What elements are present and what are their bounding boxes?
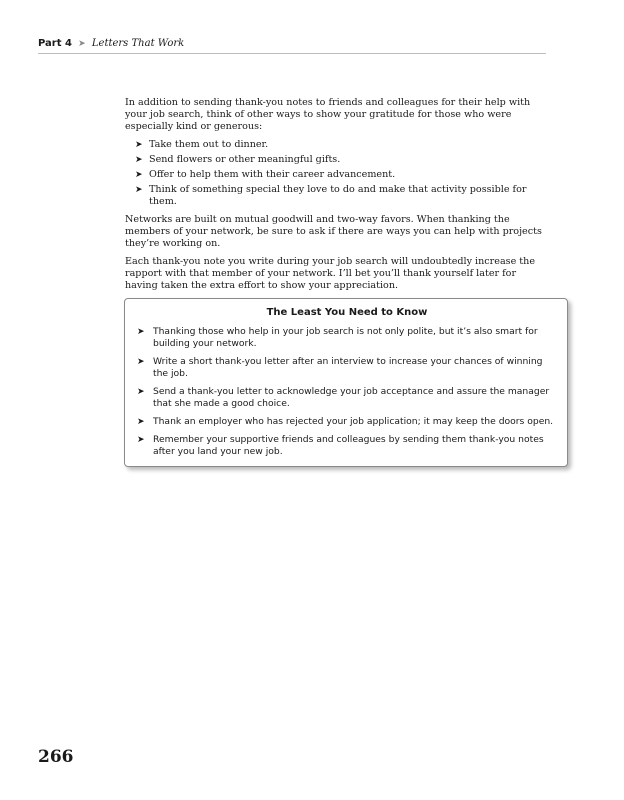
arrow-bullet-icon: ➤: [137, 327, 145, 337]
arrow-bullet-icon: ➤: [137, 357, 145, 367]
list-item: ➤ Remember your supportive friends and colleagues by sending them thank-you notes after you land your new job.: [137, 434, 544, 457]
list-item: ➤ Take them out to dinner.: [135, 139, 269, 150]
closing-paragraph: Each thank-you note you write during your job search will undoubtedly increase the rapport with that member of your network. I’ll bet you’ll thank yourself later for having taken the extra effort to show your appreciation.: [125, 256, 536, 291]
intro-paragraph: In addition to sending thank-you notes to friends and colleagues for their help with your job search, think of other ways to show your gratitude for those who were especially kind or generous:: [125, 97, 531, 132]
list-item: ➤ Think of something special they love to do and make that activity possible for them.: [135, 184, 527, 207]
list-item: ➤ Thanking those who help in your job search is not only polite, but it’s also smart for building your network.: [137, 326, 538, 349]
list-item: ➤ Write a short thank-you letter after an interview to increase your chances of winning the job.: [137, 356, 543, 379]
header-arrow-icon: ➤: [78, 39, 86, 49]
list-item: ➤ Send flowers or other meaningful gifts.: [135, 154, 341, 165]
list-item: ➤ Offer to help them with their career advancement.: [135, 169, 396, 180]
chapter-title: Letters That Work: [91, 38, 185, 49]
list-item: ➤ Thank an employer who has rejected your job application; it may keep the doors open.: [137, 416, 554, 427]
summary-box-title: The Least You Need to Know: [266, 307, 428, 318]
gratitude-list: [125, 139, 547, 208]
arrow-bullet-icon: ➤: [137, 417, 145, 427]
page-number: 266: [38, 747, 74, 767]
main-content: [125, 97, 547, 298]
arrow-bullet-icon: ➤: [135, 170, 143, 180]
summary-box: [124, 298, 568, 467]
networks-paragraph: Networks are built on mutual goodwill and two-way favors. When thanking the members of your network, be sure to ask if there are ways you can help with projects they’re working on.: [125, 214, 542, 249]
arrow-bullet-icon: ➤: [135, 185, 143, 195]
arrow-bullet-icon: ➤: [135, 155, 143, 165]
part-label: Part 4: [38, 38, 72, 49]
list-item: ➤ Send a thank-you letter to acknowledge your job acceptance and assure the manager that she made a good choice.: [137, 386, 550, 409]
running-header: [38, 38, 546, 54]
arrow-bullet-icon: ➤: [137, 387, 145, 397]
arrow-bullet-icon: ➤: [137, 435, 145, 445]
arrow-bullet-icon: ➤: [135, 140, 143, 150]
summary-list: [137, 326, 557, 458]
